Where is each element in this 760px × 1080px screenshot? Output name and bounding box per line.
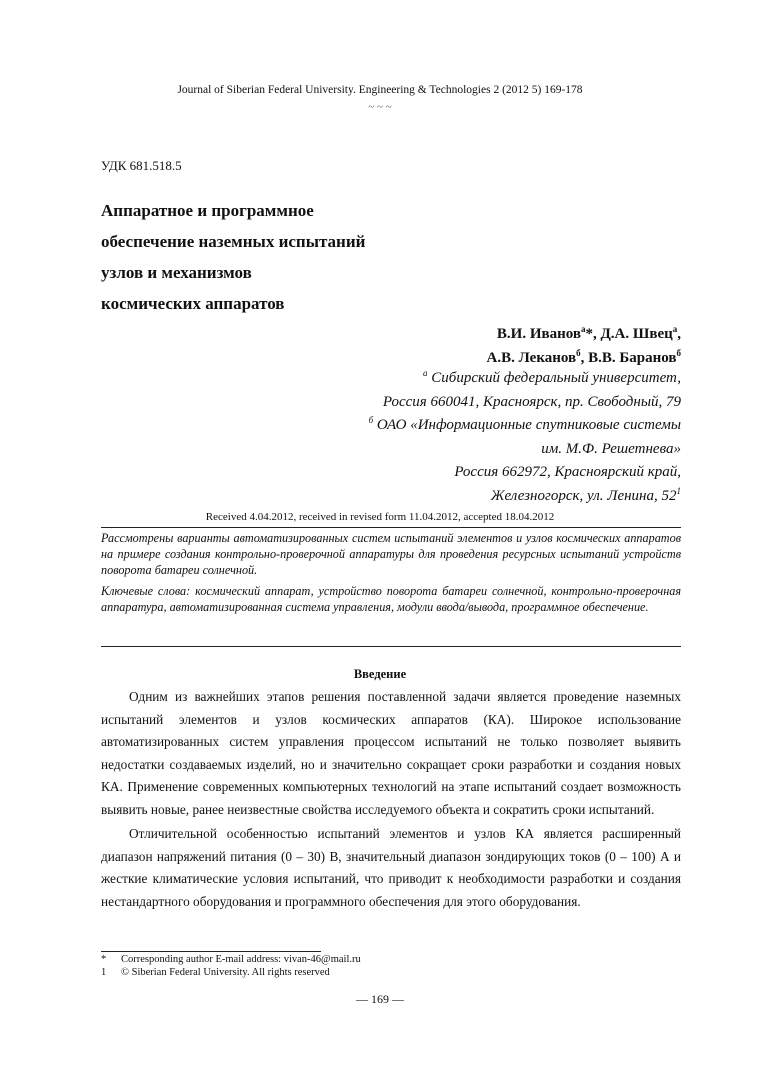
footnote-mark: * (101, 954, 107, 965)
abstract-bottom-rule (101, 646, 681, 647)
udk-code: УДК 681.518.5 (101, 158, 182, 173)
affil-mark: б (576, 348, 581, 358)
footnote (101, 966, 361, 979)
footnote-rule (101, 951, 321, 952)
affiliations-block (369, 367, 681, 508)
footnote-text: Corresponding author E-mail address: vivan-46@mail.ru (121, 954, 361, 965)
paragraph: Отличительной особенностью испытаний элементов и узлов КА является расширенный диапазон напряжений питания (0 – 30) В, значительный диапазон зондирующих токов (0 – 100) А и жесткие климатические условия испытаний, что приводит к необходимости разработки и создания нестандартного оборудования и программного обеспечения для этого оборудования. (101, 826, 681, 909)
journal-header: Journal of Siberian Federal University. Engineering & Technologies 2 (2012 5) 169-178 (177, 84, 583, 96)
footnote (101, 953, 361, 966)
affiliation-line (369, 414, 681, 438)
affil-mark: а (580, 324, 586, 334)
footnote-mark: 1 (101, 967, 107, 978)
title-line: обеспечение наземных испытаний (101, 232, 366, 251)
affil-mark: б (676, 348, 681, 358)
keywords-text: Ключевые слова: космический аппарат, устройство поворота батареи солнечной, контрольно-проверочная аппаратура, автоматизированная система управления, модули ввода/вывода, программное обеспечение. (101, 584, 681, 614)
authors-line (487, 322, 682, 346)
page-number: — 169 — (356, 992, 404, 1006)
separator: , (677, 326, 681, 342)
affiliation-line: Россия 662972, Красноярский край, (454, 464, 681, 480)
affil-mark: а (672, 324, 678, 334)
author-name: В.И. Иванов (496, 326, 581, 342)
paper-title (101, 195, 461, 319)
affiliation-line: им. М.Ф. Решетнева» (541, 440, 681, 457)
header-ornament: ~ ~ ~ (368, 101, 392, 113)
abstract-text: Рассмотрены варианты автоматизированных систем испытаний элементов и узлов космических аппаратов на примере создания контрольно-проверочной аппаратуры для проведения ресурсных испытаний устройств поворота батареи солнечной. (101, 531, 681, 577)
author-name: , Д.А. Швец (592, 326, 673, 342)
authors-block (487, 322, 682, 370)
title-line: Аппаратное и программное (101, 201, 314, 220)
author-name: , В.В. Баранов (580, 350, 677, 366)
affiliation-text: ОАО «Информационные спутниковые системы (373, 417, 681, 433)
received-dates: Received 4.04.2012, received in revised form 11.04.2012, accepted 18.04.2012 (205, 511, 555, 523)
affil-mark: а (423, 368, 428, 378)
affiliation-text: Сибирский федеральный университет, (427, 370, 681, 386)
affiliation-text: Железногорск, ул. Ленина, 52 (490, 487, 677, 504)
title-line: космических аппаратов (101, 294, 285, 313)
affil-mark: б (368, 415, 374, 425)
corresponding-mark: * (585, 326, 593, 342)
body-text (101, 686, 681, 913)
affiliation-line (369, 485, 681, 509)
footnote-mark: 1 (676, 485, 681, 496)
title-line: узлов и механизмов (101, 263, 252, 282)
author-name: А.В. Леканов (486, 350, 577, 366)
affiliation-line (369, 367, 681, 391)
affiliation-line: Россия 660041, Красноярск, пр. Свободный, 79 (382, 393, 681, 410)
footnotes (101, 953, 361, 979)
footnote-text: © Siberian Federal University. All rights reserved (121, 967, 330, 978)
abstract-top-rule (101, 527, 681, 528)
abstract-block (101, 530, 681, 615)
section-heading: Введение (353, 667, 407, 681)
paragraph: Одним из важнейших этапов решения поставленной задачи является проведение наземных испытаний элементов и узлов космических аппаратов (КА). Широкое использование автоматизированных систем управления процессом испытаний не только позволяет выявить недостатки создаваемых изделий, но и значительно сокращает сроки разработки и создания новых КА. Применение современных компьютерных технологий на этапе испытаний создает возможность выявить новые, ранее неизвестные свойства исследуемого объекта и сократить сроки испытаний. (101, 689, 681, 817)
